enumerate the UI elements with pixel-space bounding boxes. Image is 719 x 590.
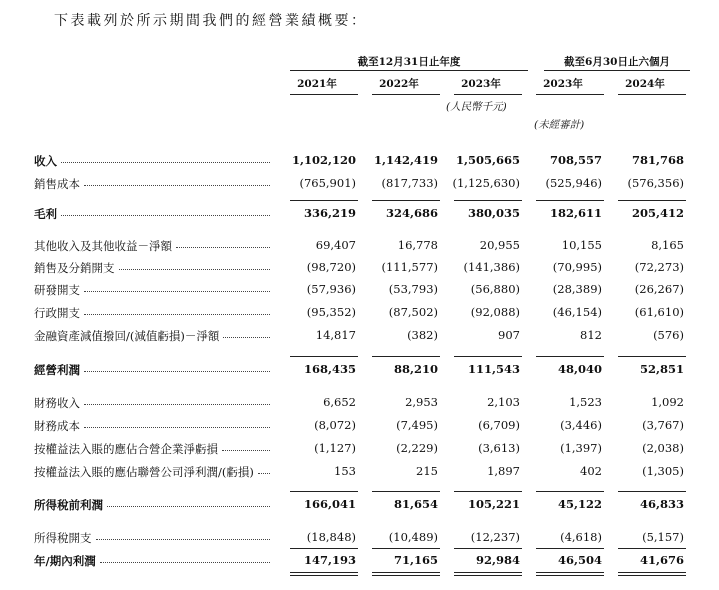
header-year-2024-h1: 2024年 [625, 78, 665, 90]
row-label: 收入 [34, 154, 57, 168]
cell-value: 2,953 [405, 395, 438, 409]
cell-value: (4,618) [560, 530, 602, 544]
dot-leader [96, 539, 270, 540]
cell-value: (1,127) [314, 441, 356, 455]
header-group-rule [544, 70, 690, 71]
subtotal-rule [536, 356, 604, 357]
cell-value: (10,489) [388, 530, 438, 544]
cell-value: 111,543 [467, 362, 520, 376]
dot-leader [223, 337, 270, 338]
row-label: 所得稅前利潤 [34, 498, 103, 512]
subtotal-rule [618, 200, 686, 201]
cell-value: 20,955 [479, 238, 520, 252]
cell-value: (576,356) [627, 176, 684, 190]
cell-value: (7,495) [396, 418, 438, 432]
cell-value: (53,793) [388, 282, 438, 296]
cell-value: (817,733) [381, 176, 438, 190]
cell-value: (382) [407, 328, 438, 342]
table-row [0, 553, 719, 573]
cell-value: 168,435 [303, 362, 356, 376]
cell-value: 1,102,120 [291, 153, 356, 167]
cell-value: (98,720) [306, 260, 356, 274]
total-double-rule [618, 572, 686, 576]
row-label: 按權益法入賬的應佔聯營公司淨利潤/(虧損) [34, 465, 254, 479]
total-double-rule [290, 572, 358, 576]
row-label: 其他收入及其他收益－淨額 [34, 239, 172, 253]
cell-value: 46,833 [639, 497, 684, 511]
table-row [0, 260, 719, 280]
subtotal-rule [454, 491, 522, 492]
cell-value: (525,946) [545, 176, 602, 190]
dot-leader [176, 247, 270, 248]
cell-value: 41,676 [639, 553, 684, 567]
header-year-rule [618, 94, 686, 95]
cell-value: 6,652 [323, 395, 356, 409]
header-year-rule [536, 94, 604, 95]
subtotal-rule [536, 548, 604, 549]
cell-value: (1,397) [560, 441, 602, 455]
row-label: 年/期內利潤 [34, 554, 96, 568]
table-row [0, 497, 719, 517]
header-group-six-months: 截至6月30日止六個月 [564, 56, 670, 68]
total-double-rule [372, 572, 440, 576]
cell-value: (3,446) [560, 418, 602, 432]
table-row [0, 305, 719, 325]
cell-value: 402 [580, 464, 602, 478]
cell-value: (57,936) [306, 282, 356, 296]
cell-value: (70,995) [552, 260, 602, 274]
cell-value: 336,219 [303, 206, 356, 220]
subtotal-rule [372, 491, 440, 492]
header-year-2022: 2022年 [379, 78, 419, 90]
unaudited-note: (未經審計) [534, 119, 585, 131]
subtotal-rule [290, 200, 358, 201]
dot-leader [84, 427, 270, 428]
cell-value: 708,557 [549, 153, 602, 167]
table-row [0, 418, 719, 438]
cell-value: 48,040 [557, 362, 602, 376]
row-label: 金融資產減值撥回/(減值虧損)－淨額 [34, 329, 220, 343]
cell-value: 215 [416, 464, 438, 478]
cell-value: (72,273) [634, 260, 684, 274]
subtotal-rule [618, 356, 686, 357]
table-row [0, 176, 719, 196]
cell-value: 205,412 [631, 206, 684, 220]
cell-value: (12,237) [470, 530, 520, 544]
dot-leader [84, 371, 270, 372]
header-year-2023: 2023年 [461, 78, 501, 90]
cell-value: (95,352) [306, 305, 356, 319]
subtotal-rule [372, 356, 440, 357]
header-year-2021: 2021年 [297, 78, 337, 90]
table-row [0, 464, 719, 484]
cell-value: 45,122 [557, 497, 602, 511]
cell-value: (18,848) [306, 530, 356, 544]
row-label: 財務收入 [34, 396, 80, 410]
cell-value: (5,157) [642, 530, 684, 544]
row-label: 研發開支 [34, 283, 80, 297]
subtotal-rule [372, 200, 440, 201]
cell-value: (26,267) [634, 282, 684, 296]
table-row [0, 328, 719, 348]
cell-value: 14,817 [315, 328, 356, 342]
cell-value: 81,654 [393, 497, 438, 511]
cell-value: (765,901) [299, 176, 356, 190]
cell-value: 10,155 [561, 238, 602, 252]
header-year-2023-h1: 2023年 [543, 78, 583, 90]
total-double-rule [454, 572, 522, 576]
table-row [0, 530, 719, 550]
row-label: 財務成本 [34, 419, 80, 433]
cell-value: (1,305) [642, 464, 684, 478]
subtotal-rule [618, 491, 686, 492]
subtotal-rule [618, 548, 686, 549]
subtotal-rule [454, 356, 522, 357]
table-row [0, 395, 719, 415]
header-group-year-ended: 截至12月31日止年度 [357, 56, 461, 68]
cell-value: 781,768 [631, 153, 684, 167]
cell-value: (56,880) [470, 282, 520, 296]
cell-value: 324,686 [385, 206, 438, 220]
cell-value: 812 [580, 328, 602, 342]
row-label: 所得稅開支 [34, 531, 92, 545]
cell-value: 8,165 [651, 238, 684, 252]
dot-leader [258, 473, 270, 474]
subtotal-rule [290, 548, 358, 549]
row-label: 經營利潤 [34, 363, 80, 377]
row-label: 銷售成本 [34, 177, 80, 191]
dot-leader [107, 506, 270, 507]
cell-value: 1,092 [651, 395, 684, 409]
subtotal-rule [454, 200, 522, 201]
total-double-rule [536, 572, 604, 576]
table-row [0, 362, 719, 382]
dot-leader [119, 269, 270, 270]
table-row [0, 282, 719, 302]
cell-value: 1,897 [487, 464, 520, 478]
table-row [0, 153, 719, 173]
subtotal-rule [454, 548, 522, 549]
cell-value: 46,504 [557, 553, 602, 567]
cell-value: (6,709) [478, 418, 520, 432]
cell-value: (1,125,630) [452, 176, 520, 190]
cell-value: (111,577) [381, 260, 438, 274]
header-year-rule [290, 94, 358, 95]
cell-value: (28,389) [552, 282, 602, 296]
unit-note: (人民幣千元) [446, 101, 507, 113]
cell-value: 380,035 [467, 206, 520, 220]
dot-leader [61, 162, 270, 163]
cell-value: 16,778 [397, 238, 438, 252]
header-year-rule [372, 94, 440, 95]
dot-leader [84, 291, 270, 292]
cell-value: (576) [653, 328, 684, 342]
cell-value: (2,038) [642, 441, 684, 455]
cell-value: 153 [334, 464, 356, 478]
subtotal-rule [536, 200, 604, 201]
header-year-rule [454, 94, 522, 95]
cell-value: (3,767) [642, 418, 684, 432]
cell-value: 166,041 [303, 497, 356, 511]
cell-value: 2,103 [487, 395, 520, 409]
table-row [0, 238, 719, 258]
dot-leader [100, 562, 270, 563]
dot-leader [222, 450, 270, 451]
cell-value: (61,610) [634, 305, 684, 319]
row-label: 按權益法入賬的應佔合營企業淨虧損 [34, 442, 218, 456]
cell-value: 92,984 [475, 553, 520, 567]
row-label: 毛利 [34, 207, 57, 221]
cell-value: 1,523 [569, 395, 602, 409]
subtotal-rule [372, 548, 440, 549]
cell-value: 88,210 [393, 362, 438, 376]
row-label: 銷售及分銷開支 [34, 261, 115, 275]
intro-text: 下表載列於所示期間我們的經營業績概要： [54, 13, 368, 29]
row-label: 行政開支 [34, 306, 80, 320]
dot-leader [84, 314, 270, 315]
cell-value: 52,851 [639, 362, 684, 376]
subtotal-rule [536, 491, 604, 492]
cell-value: 105,221 [467, 497, 520, 511]
cell-value: (8,072) [314, 418, 356, 432]
table-row [0, 206, 719, 226]
cell-value: 69,407 [315, 238, 356, 252]
dot-leader [84, 404, 270, 405]
cell-value: 907 [498, 328, 520, 342]
cell-value: 1,505,665 [455, 153, 520, 167]
cell-value: (46,154) [552, 305, 602, 319]
dot-leader [84, 185, 270, 186]
subtotal-rule [290, 356, 358, 357]
cell-value: (2,229) [396, 441, 438, 455]
cell-value: (3,613) [478, 441, 520, 455]
cell-value: 1,142,419 [373, 153, 438, 167]
cell-value: (141,386) [463, 260, 520, 274]
cell-value: 147,193 [303, 553, 356, 567]
subtotal-rule [290, 491, 358, 492]
cell-value: 182,611 [549, 206, 602, 220]
dot-leader [61, 215, 270, 216]
cell-value: (92,088) [470, 305, 520, 319]
header-group-rule [290, 70, 528, 71]
cell-value: 71,165 [393, 553, 438, 567]
cell-value: (87,502) [388, 305, 438, 319]
table-row [0, 441, 719, 461]
